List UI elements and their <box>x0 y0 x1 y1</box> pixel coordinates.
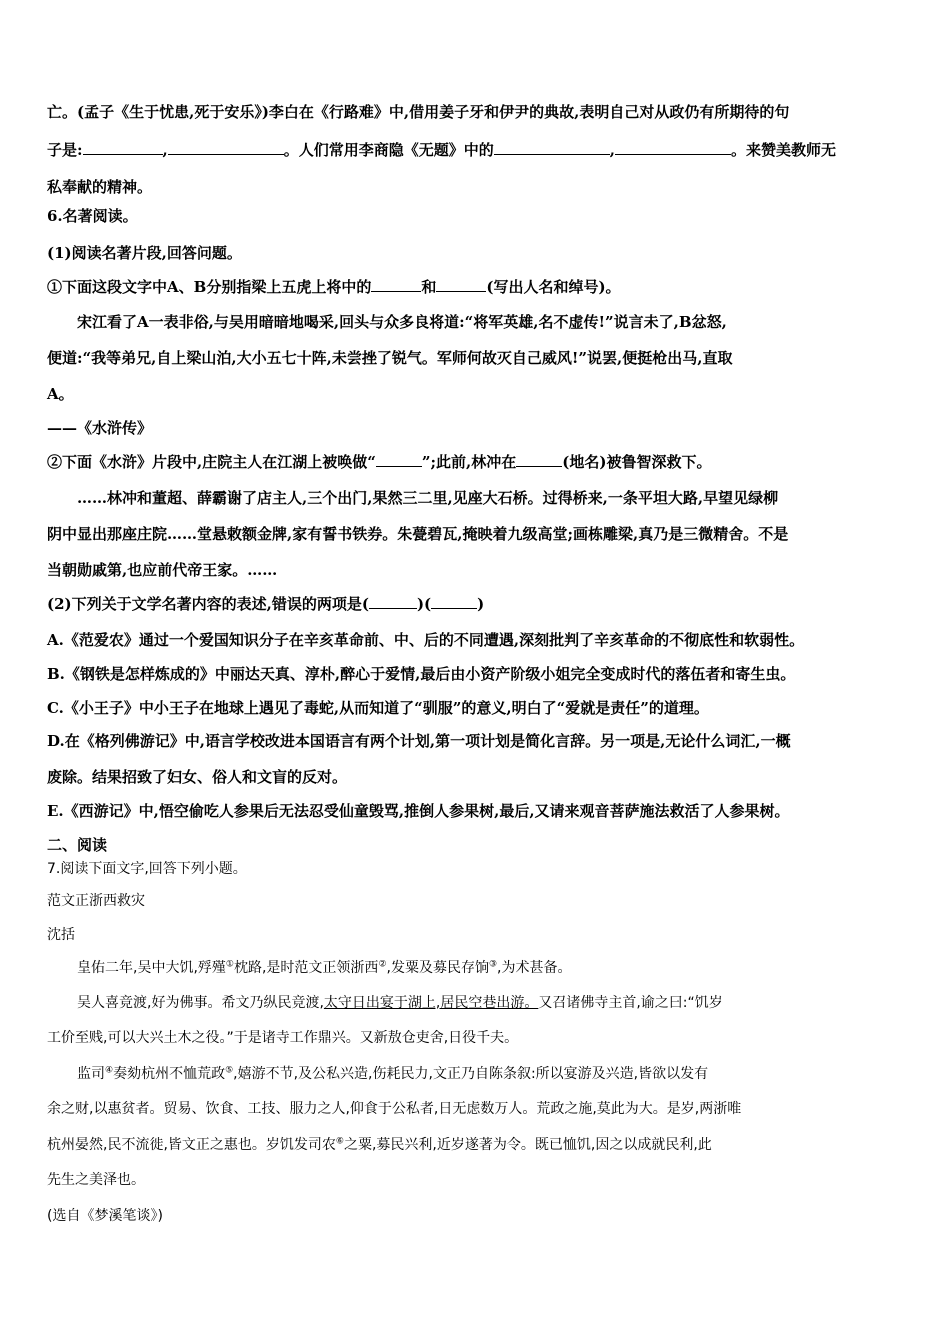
q5-text-b: , <box>162 141 168 159</box>
p1-text-c: ,发粟及募民存饷 <box>386 960 489 976</box>
passage-para-3-line-4: 先生之美泽也。 <box>47 1172 145 1188</box>
footnote-mark: ⑤ <box>225 1065 234 1076</box>
q6-q1-text-c: (写出人名和绰号)。 <box>486 278 621 296</box>
option-d-line-2: 废除。结果招致了妇女、俗人和文盲的反对。 <box>47 768 348 786</box>
footnote-mark: ④ <box>105 1065 114 1076</box>
q6-q2-text-b: ”;此前,林冲在 <box>421 453 517 471</box>
q5-line-2 <box>47 140 907 160</box>
option-b: B.《钢铁是怎样炼成的》中丽达天真、淳朴,醉心于爱情,最后由小资产阶级小姐完全变成时代的落伍者和寄生虫。 <box>47 665 796 683</box>
answer-blank[interactable] <box>431 594 477 609</box>
p3-text-f: 之粟,募民兴利,近岁遂著为令。既已恤饥,因之以成就民利,此 <box>343 1137 712 1153</box>
p1-text-d: ,为术甚备。 <box>497 960 572 976</box>
excerpt1-line-3: A。 <box>47 385 74 403</box>
excerpt1-line-2: 便道:“我等弟兄,自上梁山泊,大小五七十阵,未尝挫了锐气。军师何故灭自己威风!”说罢,便挺枪出马,直取 <box>47 349 733 367</box>
answer-blank[interactable] <box>615 140 731 155</box>
footnote-mark: ① <box>225 959 234 970</box>
excerpt2-line-3: 当朝勋戚第,也应前代帝王家。…… <box>47 561 278 579</box>
q5-line-1: 亡。(孟子《生于忧患,死于安乐》)李白在《行路难》中,借用姜子牙和伊尹的典故,表明自己对从政仍有所期待的句 <box>47 103 790 121</box>
p2-text-b: 又召诸佛寺主首,谕之曰:“饥岁 <box>538 995 723 1011</box>
excerpt1-source: ——《水浒传》 <box>47 419 153 437</box>
option-a: A.《范爱农》通过一个爱国知识分子在辛亥革命前、中、后的不同遭遇,深刻批判了辛亥革命的不彻底性和软弱性。 <box>47 631 805 649</box>
q6-part1-title: (1)阅读名著片段,回答问题。 <box>47 244 242 262</box>
p1-text-a: 皇佑二年,吴中大饥,殍殣 <box>77 960 226 976</box>
q6-part2-title <box>47 594 907 614</box>
option-e: E.《西游记》中,悟空偷吃人参果后无法忍受仙童毁骂,推倒人参果树,最后,又请来观音菩萨施法救活了人参果树。 <box>47 802 790 820</box>
passage-para-1 <box>77 958 907 978</box>
q5-text-e: 。来赞美教师无 <box>731 141 837 159</box>
excerpt2-line-2: 阴中显出那座庄院……堂悬敕额金牌,家有誓书铁券。朱甍碧瓦,掩映着九级高堂;画栋雕梁,真乃是三微精舍。不是 <box>47 525 789 543</box>
passage-para-3-line-2: 余之财,以惠贫者。贸易、饮食、工技、服力之人,仰食于公私者,日无虑数万人。荒政之施,莫此为大。是岁,两浙唯 <box>47 1101 742 1117</box>
footnote-mark: ⑥ <box>335 1136 344 1147</box>
answer-blank[interactable] <box>494 140 610 155</box>
answer-blank[interactable] <box>436 277 486 292</box>
q6-title: 6.名著阅读。 <box>47 207 138 225</box>
footnote-mark: ③ <box>488 959 498 970</box>
option-c: C.《小王子》中小王子在地球上遇见了毒蛇,从而知道了“驯服”的意义,明白了“爱就是责任”的道理。 <box>47 699 709 717</box>
q5-text-a: 子是: <box>47 141 83 159</box>
q6-part2-text-b: )( <box>416 595 432 613</box>
answer-blank[interactable] <box>376 452 422 467</box>
passage-para-3-line-1 <box>77 1064 907 1084</box>
answer-blank[interactable] <box>516 452 562 467</box>
answer-blank[interactable] <box>168 140 284 155</box>
option-d-line-1: D.在《格列佛游记》中,语言学校改进本国语言有两个计划,第一项计划是简化言辞。另一项是,无论什么词汇,一概 <box>47 732 791 750</box>
answer-blank[interactable] <box>83 140 163 155</box>
q5-text-c: 。人们常用李商隐《无题》中的 <box>283 141 494 159</box>
passage-para-3-line-3 <box>47 1135 907 1155</box>
q6-part2-text-c: ) <box>477 595 485 613</box>
answer-blank[interactable] <box>371 277 421 292</box>
q5-line-3: 私奉献的精神。 <box>47 178 153 196</box>
q7-prompt: 7.阅读下面文字,回答下列小题。 <box>47 861 247 877</box>
passage-source: (选自《梦溪笔谈》) <box>47 1208 163 1224</box>
q6-part1-question2 <box>47 452 907 472</box>
q6-q1-text-a: ①下面这段文字中A、B分别指梁上五虎上将中的 <box>47 278 372 296</box>
p1-text-b: 枕路,是时范文正领浙西 <box>233 960 379 976</box>
q6-part1-question1 <box>47 277 907 297</box>
q6-q2-text-c: (地名)被鲁智深救下。 <box>562 453 712 471</box>
p3-text-a: 监司 <box>77 1066 105 1082</box>
q6-q2-text-a: ②下面《水浒》片段中,庄院主人在江湖上被唤做“ <box>47 453 376 471</box>
passage-para-2-line-2: 工价至贱,可以大兴土木之役。”于是诸寺工作鼎兴。又新敖仓吏舍,日役千夫。 <box>47 1030 519 1046</box>
q5-text-d: , <box>609 141 616 159</box>
passage-title: 范文正浙西救灾 <box>47 893 145 909</box>
excerpt2-line-1: ……林冲和董超、薛霸谢了店主人,三个出门,果然三二里,见座大石桥。过得桥来,一条平坦大路,早望见绿柳 <box>77 489 779 507</box>
p3-text-b: 奏劾杭州不恤荒政 <box>113 1066 226 1082</box>
footnote-mark: ② <box>378 959 387 970</box>
underlined-sentence: 太守日出宴于湖上,居民空巷出游。 <box>323 995 539 1011</box>
answer-blank[interactable] <box>369 594 417 609</box>
p3-text-c: ,嬉游不节,及公私兴造,伤耗民力,文正乃自陈条叙:所以宴游及兴造,皆欲以发有 <box>233 1066 709 1082</box>
passage-author: 沈括 <box>47 927 75 943</box>
passage-para-2-line-1 <box>77 993 907 1013</box>
p2-text-a: 吴人喜竞渡,好为佛事。希文乃纵民竞渡, <box>77 995 324 1011</box>
p3-text-e: 杭州晏然,民不流徙,皆文正之惠也。岁饥发司农 <box>47 1137 336 1153</box>
q6-q1-text-b: 和 <box>421 278 437 296</box>
section-2-title: 二、阅读 <box>47 836 108 854</box>
excerpt1-line-1: 宋江看了A一表非俗,与吴用暗暗地喝采,回头与众多良将道:“将军英雄,名不虚传!”说言未了,B忿怒, <box>77 313 727 331</box>
q6-part2-text-a: (2)下列关于文学名著内容的表述,错误的两项是( <box>47 595 369 613</box>
